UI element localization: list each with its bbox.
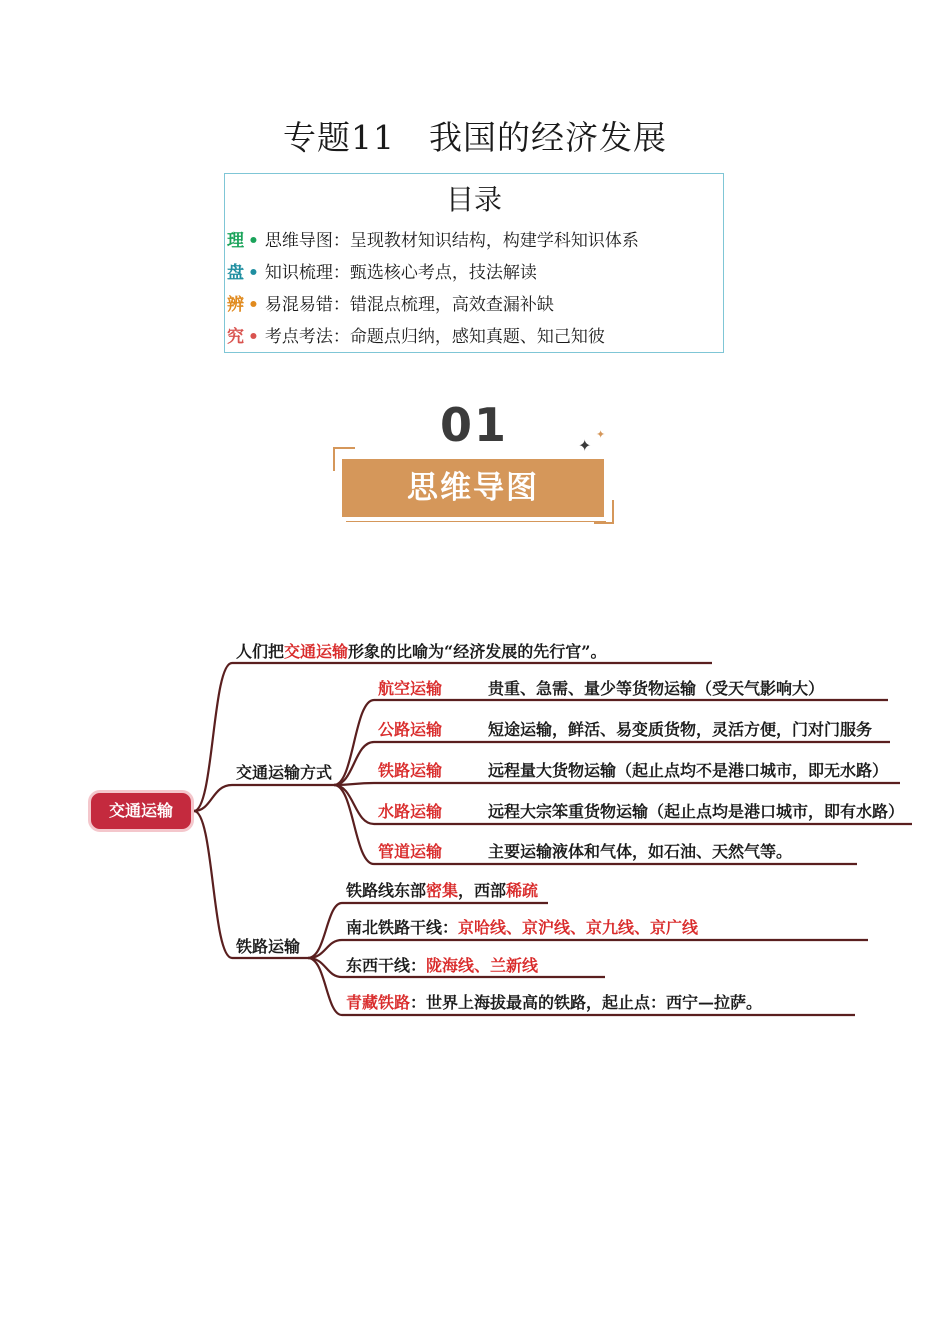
bullet-icon: • [248,231,259,251]
toc-desc: 呈现教材知识结构，构建学科知识体系 [349,231,639,251]
toc-key: 究 [227,327,244,347]
railway-line-2 [346,915,698,938]
mode-name: 管道运输 [378,842,443,861]
toc-colon: ： [332,327,350,347]
sparkle-icon: ✦ [596,428,606,441]
railway-highlight: 青藏铁路 [346,993,411,1012]
toc-desc: 错混点梳理，高效查漏补缺 [349,295,554,315]
railway-highlight: 稀疏 [506,881,539,900]
mode-desc: 远程大宗笨重货物运输（起止点均是港口城市，即有水路） [488,802,905,821]
intro-text: 人们把 [236,642,285,661]
toc-colon: ： [332,263,350,283]
railway-line-1 [346,878,538,901]
toc-label: 易混易错 [264,295,333,315]
toc-desc: 命题点归纳，感知真题、知己知彼 [349,327,605,347]
mode-desc: 贵重、急需、量少等货物运输（受天气影响大） [488,679,825,698]
toc-key: 理 [227,231,244,251]
mindmap-root-node: 交通运输 [88,790,194,832]
toc-label: 考点考法 [264,327,333,347]
branch-transport-modes: 交通运输方式 [236,763,333,782]
branch-railway: 铁路运输 [236,937,301,956]
railway-text: ，西部 [458,881,507,900]
toc-heading: 目录 [445,183,502,216]
mode-desc: 远程量大货物运输（起止点均不是港口城市，即无水路） [488,761,889,780]
toc-key: 盘 [227,263,244,283]
mode-name: 公路运输 [378,720,443,739]
mode-desc: 主要运输液体和气体，如石油、天然气等。 [488,842,793,861]
railway-line-3 [346,953,538,976]
section-badge: 思维导图 [342,459,604,517]
toc-colon: ： [332,295,350,315]
railway-highlight: 京哈线、京沪线、京九线、京广线 [458,918,699,937]
toc-key: 辨 [227,295,244,315]
mode-name: 水路运输 [378,802,443,821]
railway-text: 铁路线东部 [346,881,427,900]
toc-label: 思维导图 [264,231,333,251]
railway-text: ：世界上海拔最高的铁路，起止点：西宁—拉萨。 [410,993,763,1012]
mindmap-intro [236,639,606,662]
railway-highlight: 密集 [426,881,459,900]
toc-colon: ： [332,231,350,251]
mode-desc: 短途运输，鲜活、易变质货物，灵活方便，门对门服务 [488,720,873,739]
section-number: 01 [440,398,509,452]
bullet-icon: • [248,327,259,347]
railway-line-4 [346,990,762,1013]
intro-highlight: 交通运输 [284,642,349,661]
bullet-icon: • [248,263,259,283]
sparkle-icon: ✦ [578,436,592,455]
toc-label: 知识梳理 [264,263,333,283]
railway-text: 南北铁路干线： [346,918,459,937]
bullet-icon: • [248,295,259,315]
mode-name: 航空运输 [378,679,443,698]
intro-text: 形象的比喻为“经济发展的先行官”。 [348,642,607,661]
mode-name: 铁路运输 [378,761,443,780]
railway-text: 东西干线： [346,956,427,975]
railway-highlight: 陇海线、兰新线 [426,956,539,975]
page-title: 专题11 我国的经济发展 [283,118,667,157]
toc-desc: 甄选核心考点，技法解读 [349,263,537,283]
